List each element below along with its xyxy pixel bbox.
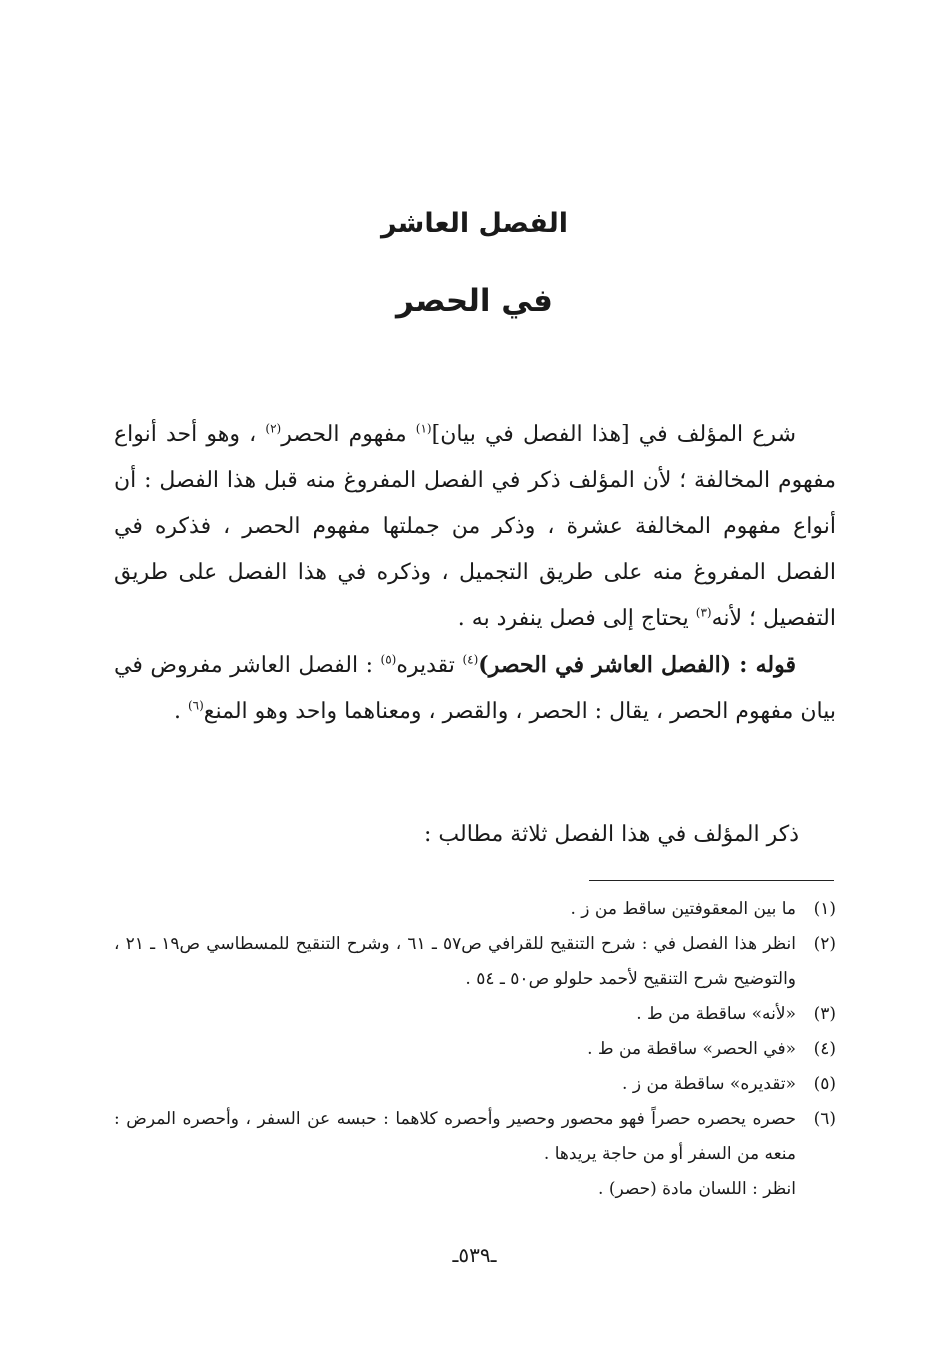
footnote-ref-3: (٣) <box>695 605 712 620</box>
sections-intro: ذكر المؤلف في هذا الفصل ثلاثة مطالب : <box>424 822 799 847</box>
footnote-number: (٥) <box>813 1074 836 1094</box>
paragraph-2-text-a: تقديره <box>396 653 463 678</box>
footnote-source: انظر : اللسان مادة (حصر) . <box>598 1179 796 1199</box>
body-text <box>114 412 836 735</box>
footnote-ref-6: (٦) <box>187 698 204 713</box>
footnote-5 <box>114 1067 836 1102</box>
footnote-3 <box>114 997 836 1032</box>
chapter-title: الفصل العاشر <box>380 208 569 239</box>
paragraph-2 <box>114 642 836 735</box>
quote-heading: قوله : (الفصل العاشر في الحصر) <box>478 652 796 678</box>
footnote-number: (١) <box>813 899 836 919</box>
paragraph-1-text-c: ، وهو أحد أنواع مفهوم المخالفة ؛ لأن المؤلف ذكر في الفصل المفروغ منه قبل هذا الفصل : أن أنواع مفهوم المخالفة عشرة ، وذكر من جملتها مفهوم الحصر ، فذكره في الفصل المفروغ منه على طريق التجميل ، وذكره في هذا الفصل على طريق التفصيل ؛ لأنه <box>114 422 836 631</box>
footnote-text: ما بين المعقوفتين ساقط من ز . <box>570 899 796 919</box>
footnote-ref-4: (٤) <box>462 652 479 667</box>
footnote-2 <box>114 927 836 997</box>
paragraph-1-text-b: مفهوم الحصر <box>281 422 416 447</box>
footnote-divider <box>589 880 834 881</box>
footnote-text: «في الحصر» ساقطة من ط . <box>587 1039 796 1059</box>
paragraph-2-text-b: : الفصل العاشر مفروض في بيان مفهوم الحصر ، يقال : الحصر ، والقصر ، ومعناهما واحد وهو المنع <box>114 653 836 724</box>
footnote-number: (٦) <box>813 1109 836 1129</box>
footnote-ref-2: (٢) <box>265 421 282 436</box>
paragraph-1-text-a: شرع المؤلف في [هذا الفصل في بيان] <box>431 422 796 447</box>
footnote-text: انظر هذا الفصل في : شرح التنقيح للقرافي ص٥٧ ـ ٦١ ، وشرح التنقيح للمسطاسي ص١٩ ـ ٢١ ، والتوضيح شرح التنقيح لأحمد حلولو ص٥٠ ـ ٥٤ . <box>114 934 796 989</box>
footnote-body <box>114 1102 796 1207</box>
footnote-1 <box>114 892 836 927</box>
footnotes <box>114 892 836 1207</box>
paragraph-2-text-c: . <box>173 699 188 724</box>
page-number: ـ٥٣٩ـ <box>452 1243 497 1267</box>
footnote-number: (٤) <box>813 1039 836 1059</box>
footnote-text: حصره يحصره حصراً فهو محصور وحصير وأحصره كلاهما : حبسه عن السفر ، وأحصره المرض : منعه من السفر أو من حاجة يريدها . <box>114 1109 796 1164</box>
paragraph-1-text-d: يحتاج إلى فصل ينفرد به . <box>457 606 696 631</box>
footnote-number: (٣) <box>813 1004 836 1024</box>
footnote-ref-5: (٥) <box>380 652 397 667</box>
footnote-text: «لأنه» ساقطة من ط . <box>636 1004 796 1024</box>
paragraph-1 <box>114 412 836 642</box>
footnote-6 <box>114 1102 836 1207</box>
footnote-4 <box>114 1032 836 1067</box>
footnote-number: (٢) <box>813 934 836 954</box>
footnote-ref-1: (١) <box>415 421 432 436</box>
chapter-subtitle: في الحصر <box>396 283 553 319</box>
footnote-text: «تقديره» ساقطة من ز . <box>622 1074 796 1094</box>
